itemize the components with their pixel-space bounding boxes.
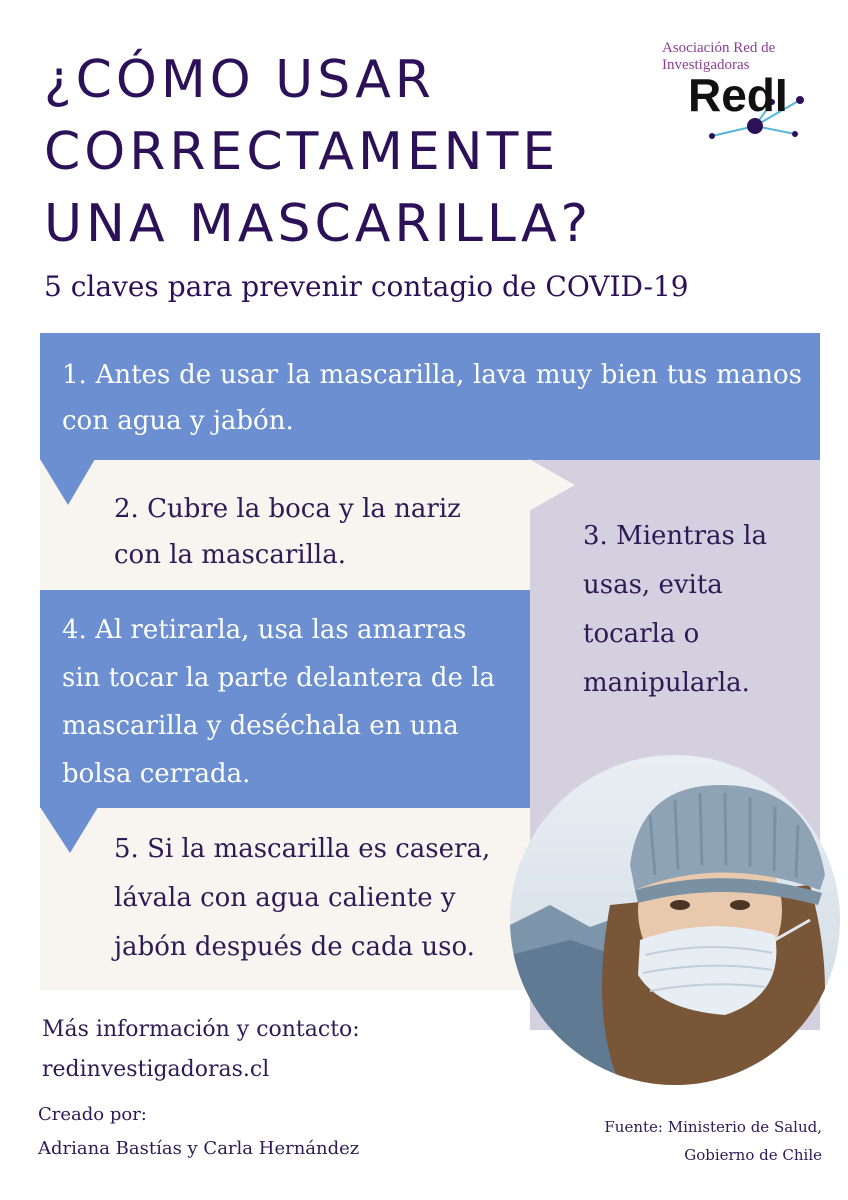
created-label: Creado por: [38,1104,147,1125]
step-4-bottom-pointer-icon [40,807,100,857]
step-2-text: 2. Cubre la boca y la nariz con la mascarilla. [114,494,461,570]
logo-org-name: Asociación Red de Investigadoras [662,40,776,73]
title-line-2: CORRECTAMENTE [44,122,560,182]
woman-with-mask-photo [510,755,840,1085]
title-line-3: UNA MASCARILLA? [44,194,593,254]
logo-mark: RedI [688,69,788,121]
page-title [44,44,664,260]
source-line-2: Gobierno de Chile [684,1146,822,1164]
source [560,1113,822,1169]
title-line-1: ¿CÓMO USAR [44,50,435,110]
credits [38,1098,359,1166]
subtitle: 5 claves para prevenir contagio de COVID-19 [44,270,689,303]
step-4-text: 4. Al retirarla, usa las amarras sin tocar la parte delantera de la mascarilla y deséchala en una bolsa cerrada. [62,615,496,789]
more-info [42,1010,360,1090]
source-line-1: Fuente: Ministerio de Salud, [604,1118,822,1136]
step-3-text: 3. Mientras la usas, evita tocarla o manipularla. [583,521,767,698]
step-1-text: 1. Antes de usar la mascarilla, lava muy bien tus manos con agua y jabón. [62,360,802,436]
authors: Adriana Bastías y Carla Hernández [38,1138,360,1159]
step-3-pointer-icon [529,459,579,529]
info-label: Más información y contacto: [42,1017,360,1042]
step-1-pointer-icon [40,459,96,509]
website-link[interactable]: redinvestigadoras.cl [42,1057,270,1082]
step-5-text: 5. Si la mascarilla es casera, lávala con agua caliente y jabón después de cada uso. [114,834,491,962]
